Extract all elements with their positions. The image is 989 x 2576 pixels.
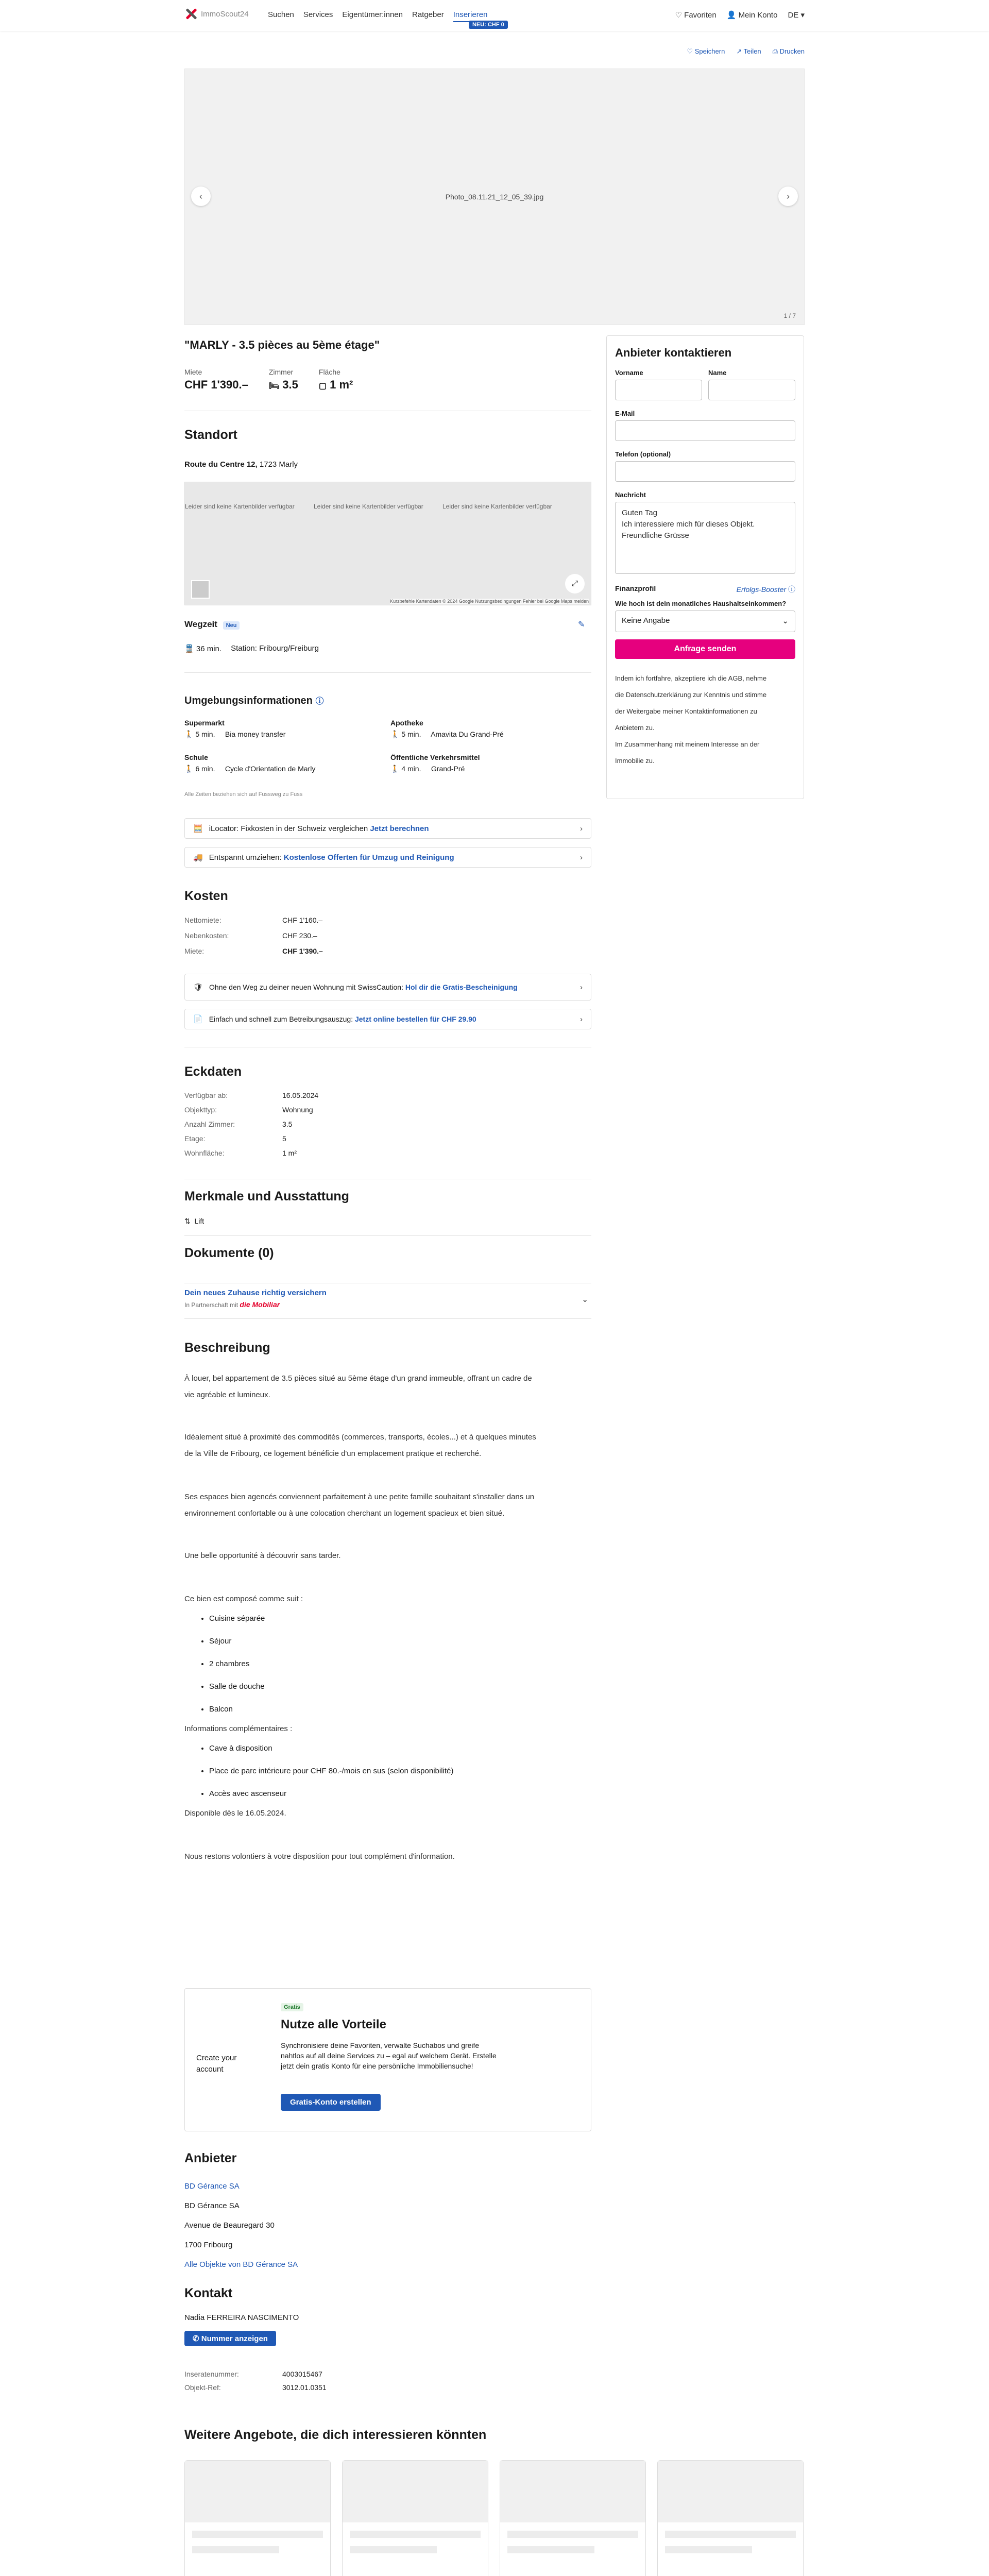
heart-icon: ♡ [675, 11, 682, 20]
favorites-link[interactable]: ♡ Favoriten [675, 11, 717, 20]
logo[interactable]: ImmoScout24 [184, 7, 249, 21]
photo-caption: Photo_08.11.21_12_05_39.jpg [445, 193, 544, 201]
listing-title: "MARLY - 3.5 pièces au 5ème étage" [184, 338, 380, 351]
features-heading: Merkmale und Ausstattung [184, 1189, 349, 1204]
nav-suchen[interactable]: Suchen [268, 10, 294, 19]
rent-label: Miete [184, 368, 202, 376]
map-tile-text: Leider sind keine Kartenbilder verfügbar [185, 503, 295, 510]
income-select[interactable]: Keine Angabe ⌄ [615, 611, 795, 632]
show-number-button[interactable]: ✆ Nummer anzeigen [184, 2331, 276, 2346]
map-layer-button[interactable] [191, 580, 210, 599]
nav-services[interactable]: Services [303, 10, 333, 19]
photo-gallery[interactable] [184, 69, 805, 325]
more-offers-heading: Weitere Angebote, die dich interessieren könnten [184, 2428, 487, 2442]
provider-link[interactable]: BD Gérance SA [184, 2182, 240, 2191]
truck-icon: 🚚 [193, 853, 203, 862]
promo-text: Synchronisiere deine Favoriten, verwalte Suchabos und greife nahtlos auf all deine Services zu – egal auf welchem Gerät. Erstelle jetzt dein gratis Konto für eine persönliche Immobiliensuche! [281, 2041, 497, 2070]
gallery-next-button[interactable]: › [778, 187, 798, 206]
costs-heading: Kosten [184, 889, 228, 903]
moving-banner[interactable]: 🚚 Entspannt umziehen: Kostenlose Offerten für Umzug und Reinigung › [184, 847, 591, 868]
debt-extract-banner[interactable]: 📄 Einfach und schnell zum Betreibungsauszug: Jetzt online bestellen für CHF 29.90 › [184, 1009, 591, 1029]
area-label: Fläche [318, 368, 340, 376]
commute-heading: Wegzeit Neu [184, 619, 240, 630]
address-city: 1723 Marly [259, 460, 298, 469]
rooms-label: Zimmer [268, 368, 294, 376]
commute-station: Station: Fribourg/Freiburg [231, 644, 319, 653]
listing-ids: Inseratenummer: 4003015467 Objekt-Ref: 3012.01.0351 [184, 2370, 327, 2392]
extras-list: • Cave à disposition • Place de parc intérieure pour CHF 80.-/mois en sus (selon disponibilité) • Accès avec ascenseur [184, 1737, 591, 1805]
booster-link[interactable]: Erfolgs-Booster ⓘ [736, 585, 795, 594]
costs-table: Nettomiete: CHF 1'160.– Nebenkosten: CHF 230.– Miete: CHF 1'390.– [184, 916, 323, 955]
description-text: À louer, bel appartement de 3.5 pièces situé au 5ème étage d'un grand immeuble, offrant un cadre de vie agréable et lumineux. Idéalement situé à proximité des commodités (commerces, transports, écoles...) et à quelques minutes de la Ville de Fribourg, ce logement bénéficie d'un emplacement pratique et recherché. Ses espaces bien agencés conviennent parfaitement à une petite famille souhaitant s'installer dans un environnement confortable ou à une colocation cherchant un logement spacieux et bien situé. Une belle opportunité à découvrir sans tarder. Ce bien est composé comme suit : • Cuisine séparée • Séjour • 2 chambres • Salle de douche • Balcon Informations complémentaires : • Cave à disposition • Place de parc intérieure pour CHF 80.-/mois en sus (selon disponibilité) • Accès avec ascenseur Disponible dès le 16.05.2024. Nous restons volontiers à votre disposition pour tout complément d'information. [184, 1370, 591, 1865]
poi-school: Schule 🚶 6 min. Cycle d'Orientation de Marly [184, 753, 316, 773]
chevron-right-icon: › [580, 982, 583, 992]
chevron-right-icon: › [580, 853, 583, 862]
mobiliar-logo: die Mobiliar [240, 1300, 280, 1309]
poi-transport: Öffentliche Verkehrsmittel 🚶 4 min. Grand-Pré [390, 753, 480, 773]
info-icon[interactable]: ⓘ [315, 697, 324, 706]
all-listings-link[interactable]: Alle Objekte von BD Gérance SA [184, 2260, 298, 2269]
feature-lift: Lift [194, 1217, 204, 1225]
contact-form: Anbieter kontaktieren Vorname Name E-Mail Telefon (optional) Nachricht Guten Tag Ich interessiere mich für dieses Objekt. Freundliche Grüsse Finanzprofil Erfolgs-Booster ⓘ Wie hoch ist dein monatliches Haushaltseinkommen? Keine Angabe ⌄ Anfrage senden Indem ich fortfahre, akzeptiere ich die AGB, nehme die Datenschutzerklärung zur Kenntnis und stimme der Weitergabe meiner Kontaktinformationen zu Anbietern zu. Im Zusammenhang mit meinem Interesse an der Immobilie zu. [606, 335, 804, 799]
create-account-button[interactable]: Gratis-Konto erstellen [281, 2094, 381, 2111]
fullscreen-icon[interactable]: ⤢ [565, 574, 585, 594]
insurance-accordion[interactable]: Dein neues Zuhause richtig versichern In Partnerschaft mit die Mobiliar ⌄ [184, 1283, 591, 1319]
print-button[interactable]: ⎙ Drucken [772, 47, 805, 55]
elevator-icon: ⇅ [184, 1217, 191, 1225]
map-attribution: Kurzbefehle Kartendaten © 2024 Google Nutzungsbedingungen Fehler bei Google Maps melden [390, 599, 589, 604]
location-heading: Standort [184, 428, 237, 442]
provider-info: BD Gérance SA BD Gérance SA Avenue de Beauregard 30 1700 Fribourg Alle Objekte von BD Gérance SA [184, 2182, 298, 2269]
ilocator-banner[interactable]: 🧮 iLocator: Fixkosten in der Schweiz vergleichen Jetzt berechnen › [184, 818, 591, 839]
nav-owners[interactable]: Eigentümer:innen [342, 10, 403, 19]
message-textarea[interactable]: Guten Tag Ich interessiere mich für dieses Objekt. Freundliche Grüsse [615, 502, 795, 574]
share-button[interactable]: ↗ Teilen [736, 47, 761, 55]
document-icon: 📄 [193, 1015, 203, 1024]
last-name-input[interactable] [708, 380, 795, 400]
nav-ratgeber[interactable]: Ratgeber [412, 10, 444, 19]
location-map[interactable] [184, 482, 591, 605]
submit-inquiry-button[interactable]: Anfrage senden [615, 639, 795, 659]
divider [184, 672, 591, 673]
new-badge: NEU: CHF 0 [469, 21, 508, 29]
contact-form-heading: Anbieter kontaktieren [615, 346, 732, 359]
contact-name: Nadia FERREIRA NASCIMENTO [184, 2313, 299, 2322]
nav-inserieren[interactable]: Inserieren [453, 10, 488, 22]
address-street: Route du Centre 12, [184, 460, 258, 469]
poi-supermarket: Supermarkt 🚶 5 min. Bia money transfer [184, 719, 286, 738]
phone-field[interactable] [615, 461, 795, 482]
commute-time: 36 min. [196, 645, 222, 653]
description-heading: Beschreibung [184, 1341, 270, 1355]
area-icon: ▢ [318, 382, 327, 391]
map-tile-text: Leider sind keine Kartenbilder verfügbar [442, 503, 552, 510]
surroundings-note: Alle Zeiten beziehen sich auf Fussweg zu Fuss [184, 791, 303, 798]
rooms-value: 3.5 [282, 378, 298, 391]
rent-value: CHF 1'390.– [184, 378, 248, 391]
promo-heading: Nutze alle Vorteile [281, 2018, 386, 2031]
deposit-banner[interactable]: 🛡 Ohne den Weg zu deiner neuen Wohnung mit SwissCaution: Hol dir die Gratis-Bescheinigung › [184, 974, 591, 1001]
free-badge: Gratis [281, 2003, 303, 2011]
language-selector[interactable]: DE ▾ [788, 11, 805, 20]
photo-counter: 1 / 7 [783, 312, 796, 319]
top-header [0, 0, 989, 31]
new-badge: Neu [223, 621, 240, 630]
facts-heading: Eckdaten [184, 1064, 242, 1079]
calculator-icon: 🧮 [193, 824, 203, 833]
documents-heading: Dokumente (0) [184, 1246, 274, 1260]
facts-table: Verfügbar ab: 16.05.2024 Objekttyp: Wohnung Anzahl Zimmer: 3.5 Etage: 5 Wohnfläche: 1 m² [184, 1091, 319, 1157]
provider-heading: Anbieter [184, 2151, 237, 2165]
save-button[interactable]: ♡ Speichern [687, 47, 725, 55]
surroundings-heading: Umgebungsinformationen ⓘ [184, 695, 324, 706]
edit-icon[interactable]: ✎ [578, 620, 585, 629]
contact-heading: Kontakt [184, 2286, 233, 2300]
chevron-right-icon: › [580, 824, 583, 833]
chevron-down-icon: ⌄ [582, 1295, 588, 1304]
bed-icon: 🛏 [268, 382, 280, 391]
rooms-list: • Cuisine séparée • Séjour • 2 chambres • Salle de douche • Balcon [184, 1607, 591, 1721]
info-icon: ⓘ [788, 585, 795, 594]
x-logo-icon [184, 7, 198, 21]
offer-card-placeholder[interactable] [657, 2460, 804, 2576]
poi-pharmacy: Apotheke 🚶 5 min. Amavita Du Grand-Pré [390, 719, 504, 738]
phone-icon: ✆ [193, 2334, 199, 2343]
offer-card-placeholder[interactable] [184, 2460, 331, 2576]
shield-icon: 🛡 [193, 983, 203, 992]
chevron-right-icon: › [580, 1014, 583, 1024]
gallery-prev-button[interactable]: ‹ [191, 187, 211, 206]
train-icon: 🚆 [184, 645, 194, 653]
first-name-input[interactable] [615, 380, 702, 400]
offer-card-placeholder[interactable] [500, 2460, 646, 2576]
email-field[interactable] [615, 420, 795, 441]
area-value: 1 m² [330, 378, 353, 391]
user-icon: 👤 [726, 11, 737, 20]
divider [184, 1235, 591, 1236]
offer-card-placeholder[interactable] [342, 2460, 488, 2576]
legal-text: Indem ich fortfahre, akzeptiere ich die AGB, nehme die Datenschutzerklärung zur Kenntnis und stimme der Weitergabe meiner Kontaktinformationen zu Anbietern zu. Im Zusammenhang mit meinem Interesse an der Immobilie zu. [615, 674, 767, 765]
chevron-down-icon: ⌄ [782, 617, 789, 625]
account-promo: Create your account Gratis Nutze alle Vorteile Synchronisiere deine Favoriten, verwalte Suchabos und greife nahtlos auf all deine Services zu – egal auf welchem Gerät. Erstelle jetzt dein gratis Konto für eine persönliche Immobiliensuche! Gratis-Konto erstellen [184, 1988, 591, 2131]
account-link[interactable]: 👤 Mein Konto [726, 11, 778, 20]
map-tile-text: Leider sind keine Kartenbilder verfügbar [314, 503, 423, 510]
